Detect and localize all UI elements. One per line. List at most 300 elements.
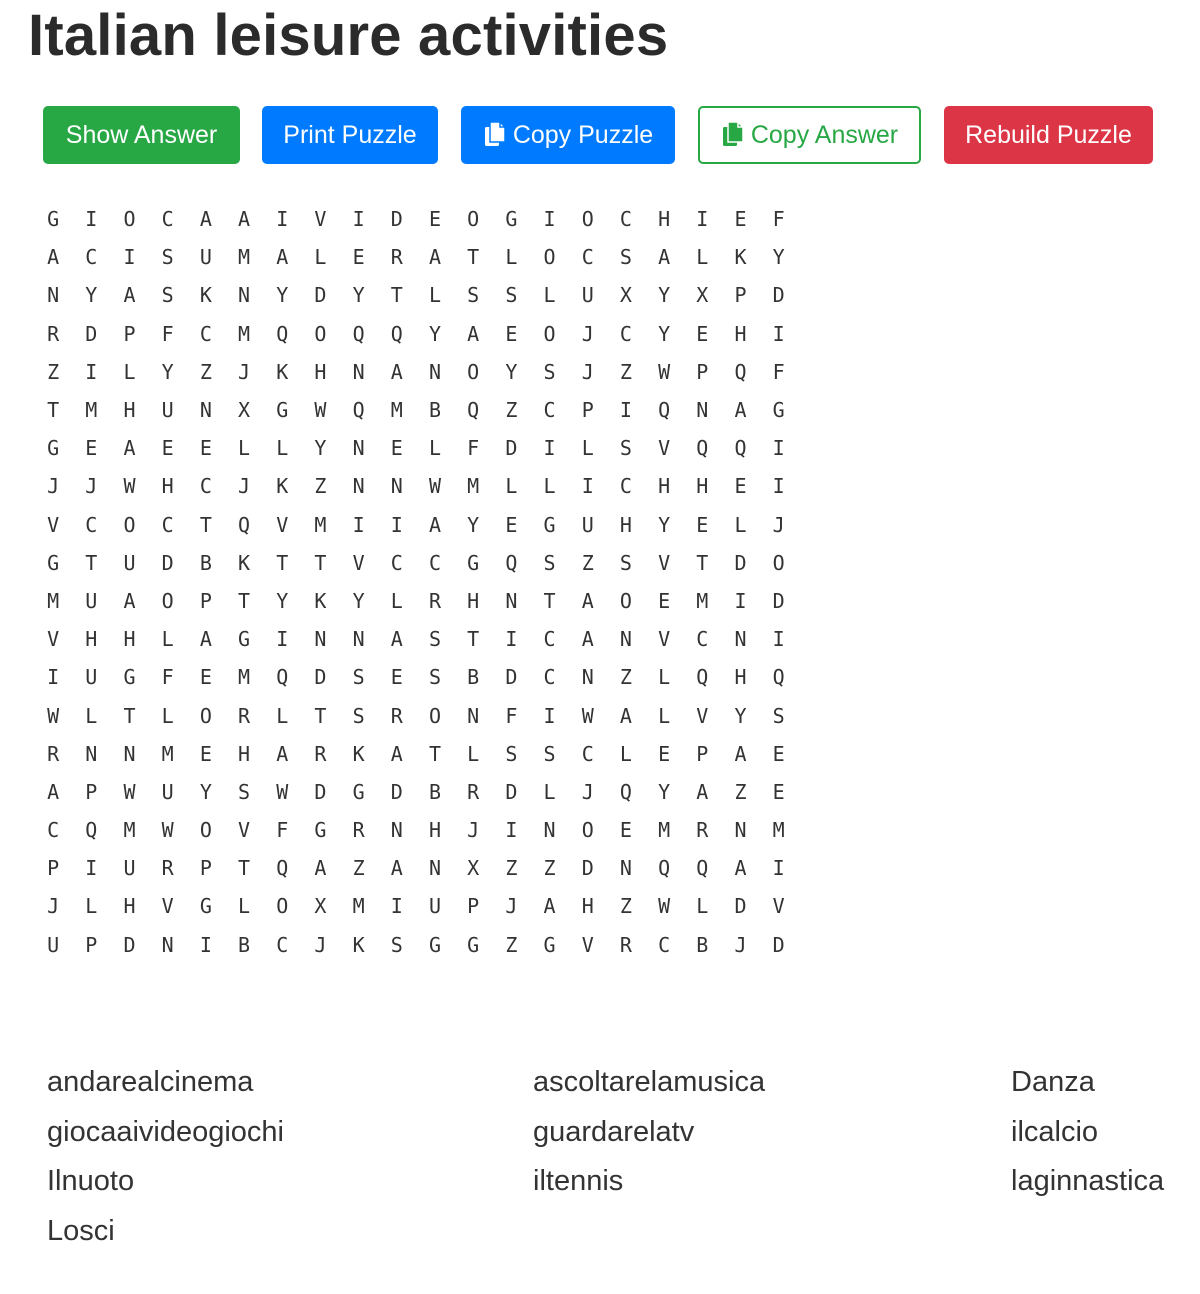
grid-cell: I bbox=[543, 436, 556, 461]
grid-cell: H bbox=[467, 588, 480, 613]
grid-cell: O bbox=[467, 207, 480, 232]
grid-cell: M bbox=[238, 321, 251, 346]
word-list-item: andarealcinema bbox=[47, 1066, 254, 1098]
grid-cell: G bbox=[467, 550, 480, 575]
grid-cell: T bbox=[428, 741, 441, 766]
grid-cell: V bbox=[658, 550, 671, 575]
grid-cell: E bbox=[505, 321, 518, 346]
grid-cell: A bbox=[619, 703, 632, 728]
grid-cell: Z bbox=[352, 856, 365, 881]
grid-cell: V bbox=[581, 932, 594, 957]
grid-cell: C bbox=[161, 512, 174, 537]
grid-cell: L bbox=[428, 283, 441, 308]
grid-cell: D bbox=[85, 321, 98, 346]
grid-cell: J bbox=[314, 932, 327, 957]
grid-cell: A bbox=[276, 741, 289, 766]
grid-cell: H bbox=[238, 741, 251, 766]
grid-cell: I bbox=[276, 627, 289, 652]
grid-cell: A bbox=[658, 245, 671, 270]
grid-cell: S bbox=[161, 245, 174, 270]
grid-row bbox=[34, 506, 809, 544]
grid-cell: K bbox=[352, 932, 365, 957]
grid-cell: E bbox=[696, 512, 709, 537]
page-title: Italian leisure activities bbox=[28, 3, 669, 68]
grid-cell: E bbox=[619, 818, 632, 843]
grid-cell: S bbox=[543, 359, 556, 384]
grid-cell: E bbox=[199, 436, 212, 461]
grid-cell: A bbox=[390, 856, 403, 881]
grid-cell: X bbox=[619, 283, 632, 308]
grid-cell: F bbox=[772, 359, 785, 384]
copy-puzzle-button[interactable] bbox=[461, 106, 675, 164]
grid-cell: D bbox=[734, 894, 747, 919]
grid-cell: V bbox=[352, 550, 365, 575]
grid-cell: D bbox=[505, 436, 518, 461]
grid-cell: Y bbox=[658, 779, 671, 804]
grid-cell: O bbox=[543, 245, 556, 270]
grid-cell: Y bbox=[352, 588, 365, 613]
grid-cell: O bbox=[619, 588, 632, 613]
grid-cell: N bbox=[543, 818, 556, 843]
grid-cell: D bbox=[734, 550, 747, 575]
grid-cell: F bbox=[467, 436, 480, 461]
grid-cell: Q bbox=[772, 665, 785, 690]
grid-cell: Y bbox=[658, 321, 671, 346]
copy-puzzle-label: Copy Puzzle bbox=[512, 120, 654, 149]
grid-cell: L bbox=[238, 894, 251, 919]
grid-cell: M bbox=[85, 398, 98, 423]
grid-cell: D bbox=[772, 588, 785, 613]
grid-cell: D bbox=[390, 207, 403, 232]
grid-cell: F bbox=[161, 665, 174, 690]
grid-cell: A bbox=[543, 894, 556, 919]
grid-cell: I bbox=[276, 207, 289, 232]
grid-cell: R bbox=[314, 741, 327, 766]
grid-cell: D bbox=[505, 665, 518, 690]
grid-cell: C bbox=[543, 627, 556, 652]
grid-cell: I bbox=[390, 512, 403, 537]
grid-cell: O bbox=[772, 550, 785, 575]
grid-row bbox=[34, 467, 809, 505]
grid-cell: A bbox=[390, 627, 403, 652]
grid-cell: B bbox=[199, 550, 212, 575]
grid-cell: Q bbox=[276, 665, 289, 690]
grid-cell: Z bbox=[619, 665, 632, 690]
grid-cell: I bbox=[543, 703, 556, 728]
word-list-item: guardarelatv bbox=[533, 1115, 695, 1148]
grid-cell: A bbox=[581, 627, 594, 652]
grid-cell: J bbox=[581, 359, 594, 384]
grid-cell: L bbox=[505, 474, 518, 499]
grid-cell: O bbox=[543, 321, 556, 346]
grid-cell: N bbox=[581, 665, 594, 690]
grid-cell: C bbox=[543, 398, 556, 423]
show-answer-button[interactable] bbox=[43, 106, 240, 164]
grid-cell: K bbox=[199, 283, 212, 308]
grid-cell: D bbox=[505, 779, 518, 804]
grid-cell: I bbox=[199, 932, 212, 957]
grid-cell: R bbox=[619, 932, 632, 957]
grid-cell: G bbox=[47, 207, 60, 232]
grid-cell: P bbox=[696, 741, 709, 766]
grid-cell: C bbox=[85, 512, 98, 537]
grid-cell: N bbox=[619, 856, 632, 881]
grid-cell: A bbox=[734, 741, 747, 766]
grid-cell: G bbox=[314, 818, 327, 843]
copy-icon bbox=[483, 121, 507, 149]
grid-cell: N bbox=[428, 359, 441, 384]
grid-cell: E bbox=[352, 245, 365, 270]
grid-cell: I bbox=[581, 474, 594, 499]
grid-cell: P bbox=[85, 932, 98, 957]
grid-cell: T bbox=[390, 283, 403, 308]
grid-cell: A bbox=[696, 779, 709, 804]
grid-cell: E bbox=[658, 741, 671, 766]
grid-cell: G bbox=[199, 894, 212, 919]
grid-cell: Z bbox=[199, 359, 212, 384]
grid-cell: L bbox=[619, 741, 632, 766]
grid-cell: W bbox=[123, 474, 136, 499]
grid-cell: A bbox=[123, 436, 136, 461]
grid-cell: G bbox=[276, 398, 289, 423]
grid-cell: K bbox=[276, 474, 289, 499]
grid-cell: I bbox=[543, 207, 556, 232]
rebuild-puzzle-button[interactable] bbox=[944, 106, 1153, 164]
grid-cell: D bbox=[161, 550, 174, 575]
grid-cell: X bbox=[314, 894, 327, 919]
grid-cell: E bbox=[199, 665, 212, 690]
grid-cell: M bbox=[47, 588, 60, 613]
grid-cell: C bbox=[658, 932, 671, 957]
grid-cell: R bbox=[352, 818, 365, 843]
grid-cell: X bbox=[467, 856, 480, 881]
grid-cell: N bbox=[467, 703, 480, 728]
grid-cell: A bbox=[390, 359, 403, 384]
grid-row bbox=[34, 353, 809, 391]
copy-answer-button[interactable] bbox=[698, 106, 921, 164]
grid-cell: C bbox=[199, 474, 212, 499]
grid-row bbox=[34, 658, 809, 696]
grid-cell: L bbox=[658, 665, 671, 690]
grid-cell: C bbox=[85, 245, 98, 270]
grid-cell: C bbox=[47, 818, 60, 843]
grid-cell: N bbox=[734, 627, 747, 652]
grid-cell: E bbox=[199, 741, 212, 766]
grid-cell: T bbox=[123, 703, 136, 728]
grid-row bbox=[34, 238, 809, 276]
grid-cell: L bbox=[85, 703, 98, 728]
grid-cell: Y bbox=[505, 359, 518, 384]
grid-cell: L bbox=[276, 436, 289, 461]
grid-cell: O bbox=[123, 207, 136, 232]
grid-cell: Q bbox=[696, 436, 709, 461]
grid-cell: I bbox=[505, 627, 518, 652]
grid-cell: G bbox=[352, 779, 365, 804]
grid-cell: S bbox=[238, 779, 251, 804]
grid-cell: M bbox=[390, 398, 403, 423]
grid-cell: W bbox=[161, 818, 174, 843]
grid-cell: H bbox=[581, 894, 594, 919]
grid-cell: C bbox=[581, 741, 594, 766]
grid-cell: M bbox=[314, 512, 327, 537]
grid-cell: O bbox=[199, 818, 212, 843]
grid-cell: W bbox=[581, 703, 594, 728]
grid-row bbox=[34, 735, 809, 773]
grid-row bbox=[34, 849, 809, 887]
word-list-row bbox=[47, 1116, 1197, 1166]
grid-cell: R bbox=[390, 703, 403, 728]
grid-cell: Y bbox=[314, 436, 327, 461]
grid-cell: E bbox=[734, 474, 747, 499]
grid-cell: I bbox=[696, 207, 709, 232]
grid-cell: D bbox=[314, 665, 327, 690]
grid-cell: U bbox=[581, 512, 594, 537]
grid-cell: Q bbox=[352, 321, 365, 346]
grid-cell: A bbox=[428, 245, 441, 270]
grid-cell: H bbox=[123, 627, 136, 652]
grid-cell: Y bbox=[276, 588, 289, 613]
grid-cell: F bbox=[505, 703, 518, 728]
grid-cell: E bbox=[390, 436, 403, 461]
grid-cell: B bbox=[428, 398, 441, 423]
grid-cell: T bbox=[276, 550, 289, 575]
grid-cell: J bbox=[85, 474, 98, 499]
grid-cell: M bbox=[696, 588, 709, 613]
grid-cell: Q bbox=[658, 398, 671, 423]
grid-cell: Y bbox=[276, 283, 289, 308]
grid-cell: M bbox=[352, 894, 365, 919]
grid-cell: I bbox=[352, 512, 365, 537]
grid-cell: L bbox=[581, 436, 594, 461]
grid-cell: U bbox=[85, 588, 98, 613]
grid-cell: L bbox=[238, 436, 251, 461]
grid-cell: Y bbox=[467, 512, 480, 537]
grid-cell: Q bbox=[734, 436, 747, 461]
grid-cell: P bbox=[734, 283, 747, 308]
grid-cell: N bbox=[123, 741, 136, 766]
word-list-item: ilcalcio bbox=[1011, 1115, 1099, 1148]
copy-icon bbox=[721, 121, 745, 149]
grid-cell: N bbox=[390, 818, 403, 843]
grid-cell: A bbox=[123, 588, 136, 613]
grid-cell: L bbox=[276, 703, 289, 728]
grid-cell: W bbox=[314, 398, 327, 423]
grid-cell: R bbox=[428, 588, 441, 613]
print-puzzle-button[interactable] bbox=[262, 106, 438, 164]
rebuild-puzzle-label: Rebuild Puzzle bbox=[965, 120, 1132, 149]
grid-cell: L bbox=[734, 512, 747, 537]
grid-cell: O bbox=[199, 703, 212, 728]
grid-cell: Q bbox=[658, 856, 671, 881]
grid-cell: L bbox=[543, 283, 556, 308]
grid-cell: F bbox=[276, 818, 289, 843]
grid-cell: H bbox=[734, 665, 747, 690]
grid-cell: Z bbox=[619, 359, 632, 384]
grid-cell: Y bbox=[428, 321, 441, 346]
grid-cell: W bbox=[658, 894, 671, 919]
word-list-item: iltennis bbox=[533, 1165, 624, 1197]
word-list-row bbox=[47, 1165, 1197, 1215]
grid-cell: E bbox=[772, 741, 785, 766]
grid-cell: Q bbox=[276, 856, 289, 881]
grid-cell: U bbox=[85, 665, 98, 690]
grid-cell: C bbox=[619, 321, 632, 346]
grid-cell: M bbox=[238, 245, 251, 270]
grid-cell: T bbox=[199, 512, 212, 537]
grid-cell: I bbox=[505, 818, 518, 843]
grid-cell: U bbox=[428, 894, 441, 919]
grid-cell: F bbox=[161, 321, 174, 346]
grid-cell: U bbox=[161, 398, 174, 423]
grid-cell: I bbox=[85, 359, 98, 384]
grid-cell: T bbox=[238, 856, 251, 881]
grid-cell: S bbox=[161, 283, 174, 308]
grid-cell: T bbox=[467, 627, 480, 652]
grid-row bbox=[34, 276, 809, 314]
grid-cell: T bbox=[696, 550, 709, 575]
grid-cell: H bbox=[428, 818, 441, 843]
grid-cell: O bbox=[467, 359, 480, 384]
grid-cell: Z bbox=[505, 856, 518, 881]
grid-cell: N bbox=[505, 588, 518, 613]
grid-cell: T bbox=[314, 550, 327, 575]
grid-cell: L bbox=[505, 245, 518, 270]
grid-cell: Q bbox=[85, 818, 98, 843]
grid-cell: C bbox=[543, 665, 556, 690]
grid-cell: F bbox=[772, 207, 785, 232]
grid-cell: W bbox=[47, 703, 60, 728]
grid-cell: I bbox=[85, 207, 98, 232]
grid-cell: A bbox=[199, 207, 212, 232]
word-list-item: Danza bbox=[1011, 1066, 1095, 1098]
grid-cell: J bbox=[47, 474, 60, 499]
grid-cell: C bbox=[199, 321, 212, 346]
grid-cell: Q bbox=[696, 665, 709, 690]
grid-cell: E bbox=[658, 588, 671, 613]
grid-cell: I bbox=[123, 245, 136, 270]
grid-cell: N bbox=[352, 474, 365, 499]
grid-cell: D bbox=[390, 779, 403, 804]
grid-cell: O bbox=[581, 818, 594, 843]
grid-cell: O bbox=[123, 512, 136, 537]
grid-cell: A bbox=[238, 207, 251, 232]
grid-cell: M bbox=[658, 818, 671, 843]
grid-cell: U bbox=[161, 779, 174, 804]
grid-cell: K bbox=[276, 359, 289, 384]
grid-cell: R bbox=[467, 779, 480, 804]
grid-cell: H bbox=[696, 474, 709, 499]
grid-cell: D bbox=[581, 856, 594, 881]
grid-row bbox=[34, 926, 809, 964]
grid-cell: O bbox=[276, 894, 289, 919]
grid-cell: U bbox=[47, 932, 60, 957]
grid-cell: I bbox=[772, 321, 785, 346]
grid-cell: I bbox=[734, 588, 747, 613]
grid-cell: A bbox=[276, 245, 289, 270]
grid-cell: J bbox=[581, 779, 594, 804]
grid-cell: S bbox=[619, 550, 632, 575]
grid-cell: S bbox=[390, 932, 403, 957]
grid-cell: N bbox=[390, 474, 403, 499]
grid-cell: B bbox=[238, 932, 251, 957]
grid-cell: N bbox=[85, 741, 98, 766]
grid-cell: H bbox=[85, 627, 98, 652]
grid-cell: E bbox=[696, 321, 709, 346]
grid-cell: E bbox=[428, 207, 441, 232]
grid-cell: Z bbox=[543, 856, 556, 881]
grid-cell: V bbox=[658, 627, 671, 652]
grid-cell: R bbox=[238, 703, 251, 728]
grid-cell: A bbox=[47, 245, 60, 270]
grid-cell: V bbox=[658, 436, 671, 461]
grid-cell: C bbox=[581, 245, 594, 270]
grid-cell: H bbox=[734, 321, 747, 346]
print-puzzle-label: Print Puzzle bbox=[283, 120, 417, 149]
copy-answer-label: Copy Answer bbox=[750, 120, 899, 149]
grid-cell: A bbox=[390, 741, 403, 766]
grid-cell: R bbox=[390, 245, 403, 270]
grid-cell: T bbox=[543, 588, 556, 613]
grid-cell: Z bbox=[619, 894, 632, 919]
grid-cell: C bbox=[390, 550, 403, 575]
grid-cell: L bbox=[543, 779, 556, 804]
grid-cell: H bbox=[314, 359, 327, 384]
grid-cell: C bbox=[619, 207, 632, 232]
grid-cell: Z bbox=[505, 398, 518, 423]
grid-cell: L bbox=[161, 703, 174, 728]
grid-cell: T bbox=[85, 550, 98, 575]
grid-cell: H bbox=[619, 512, 632, 537]
grid-cell: N bbox=[199, 398, 212, 423]
show-answer-label: Show Answer bbox=[65, 120, 218, 149]
grid-cell: O bbox=[428, 703, 441, 728]
grid-cell: Y bbox=[658, 512, 671, 537]
grid-cell: E bbox=[161, 436, 174, 461]
grid-row bbox=[34, 887, 809, 925]
grid-cell: L bbox=[123, 359, 136, 384]
grid-row bbox=[34, 811, 809, 849]
grid-cell: L bbox=[390, 588, 403, 613]
grid-cell: N bbox=[428, 856, 441, 881]
grid-cell: P bbox=[123, 321, 136, 346]
grid-cell: Q bbox=[734, 359, 747, 384]
grid-cell: O bbox=[314, 321, 327, 346]
grid-cell: A bbox=[581, 588, 594, 613]
grid-cell: N bbox=[696, 398, 709, 423]
grid-cell: S bbox=[619, 436, 632, 461]
word-list-row bbox=[47, 1066, 1197, 1116]
grid-row bbox=[34, 200, 809, 238]
grid-cell: X bbox=[696, 283, 709, 308]
grid-cell: L bbox=[428, 436, 441, 461]
grid-cell: T bbox=[47, 398, 60, 423]
grid-row bbox=[34, 429, 809, 467]
grid-cell: Y bbox=[658, 283, 671, 308]
grid-cell: E bbox=[772, 779, 785, 804]
grid-cell: R bbox=[696, 818, 709, 843]
grid-cell: N bbox=[161, 932, 174, 957]
grid-row bbox=[34, 391, 809, 429]
grid-cell: B bbox=[467, 665, 480, 690]
word-list-item: Ilnuoto bbox=[47, 1165, 135, 1197]
grid-cell: J bbox=[238, 474, 251, 499]
grid-cell: S bbox=[505, 741, 518, 766]
grid-cell: A bbox=[314, 856, 327, 881]
grid-cell: P bbox=[696, 359, 709, 384]
grid-cell: R bbox=[161, 856, 174, 881]
word-list-item: laginnastica bbox=[1011, 1165, 1165, 1197]
grid-cell: U bbox=[123, 856, 136, 881]
